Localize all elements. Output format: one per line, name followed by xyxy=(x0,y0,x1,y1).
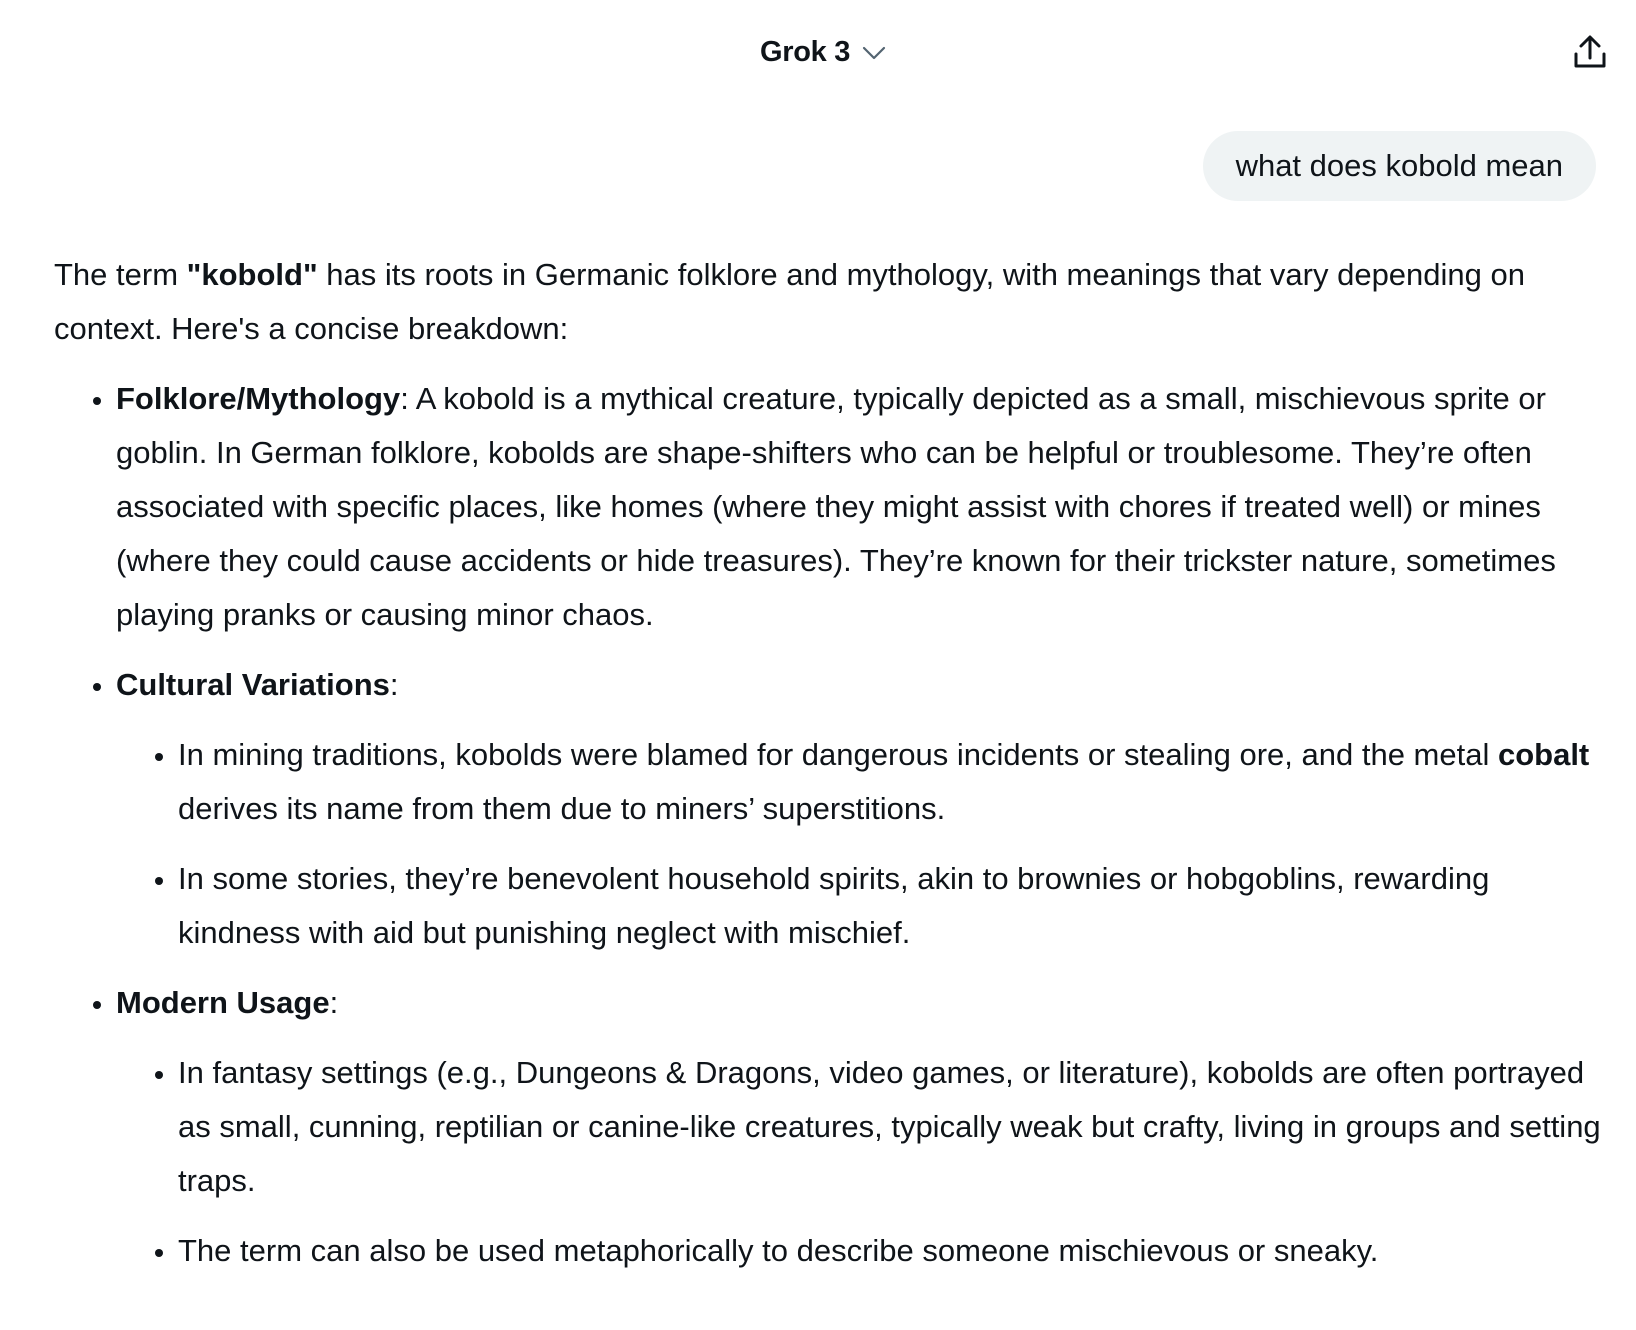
section-title: Cultural Variations xyxy=(116,667,390,702)
section-title: Modern Usage xyxy=(116,985,330,1020)
sub-item-text: In mining traditions, kobolds were blamed for dangerous incidents or stealing ore, and the metal xyxy=(178,737,1498,772)
sub-list xyxy=(116,1046,1604,1278)
sub-item-bold: cobalt xyxy=(1497,737,1590,772)
section-title: Folklore/Mythology xyxy=(116,381,401,416)
section-text: : xyxy=(389,667,399,702)
sub-item-text: The term can also be used metaphorically to describe someone mischievous or sneaky. xyxy=(178,1233,1379,1268)
section-text: : A kobold is a mythical creature, typically depicted as a small, mischievous sprite or goblin. In German folklore, kobolds are shape-shifters who can be helpful or troublesome. They’re often associated with specific places, like homes (where they might assist with chores if treated well) or mines (where they could cause accidents or hide treasures). They’re known for their trickster nature, sometimes playing pranks or causing minor chaos. xyxy=(116,381,1556,632)
sub-list-item xyxy=(178,1046,1604,1208)
list-item-folklore xyxy=(116,372,1604,642)
list-item-modern-usage xyxy=(116,976,1604,1278)
sub-list xyxy=(116,728,1604,960)
sub-list-item xyxy=(178,728,1604,836)
intro-bold-term: "kobold" xyxy=(186,257,318,292)
model-selector[interactable] xyxy=(760,36,886,69)
sub-list-item xyxy=(178,1224,1604,1278)
sub-item-text: In fantasy settings (e.g., Dungeons & Dragons, video games, or literature), kobolds are often portrayed as small, cunning, reptilian or canine-like creatures, typically weak but crafty, living in groups and setting traps. xyxy=(178,1055,1601,1198)
intro-text-continued: has its roots in Germanic folklore and mythology, with meanings that vary depending on context. Here's a concise breakdown: xyxy=(54,257,1525,346)
section-text: : xyxy=(329,985,339,1020)
share-button[interactable] xyxy=(1570,34,1610,74)
response-intro xyxy=(54,248,1604,356)
response-list xyxy=(54,372,1604,1278)
assistant-response xyxy=(54,248,1604,1294)
sub-item-text: In some stories, they’re benevolent household spirits, akin to brownies or hobgoblins, rewarding kindness with aid but punishing neglect with mischief. xyxy=(178,861,1490,950)
model-name: Grok 3 xyxy=(760,36,851,68)
chat-header xyxy=(0,0,1636,110)
sub-item-text-continued: derives its name from them due to miners’ superstitions. xyxy=(178,791,946,826)
share-upload-icon xyxy=(1573,34,1607,75)
list-item-cultural-variations xyxy=(116,658,1604,960)
chevron-down-icon xyxy=(862,45,886,61)
user-message-text: what does kobold mean xyxy=(1235,148,1563,183)
user-message-bubble xyxy=(1203,131,1596,201)
intro-text: The term xyxy=(54,257,187,292)
sub-list-item xyxy=(178,852,1604,960)
